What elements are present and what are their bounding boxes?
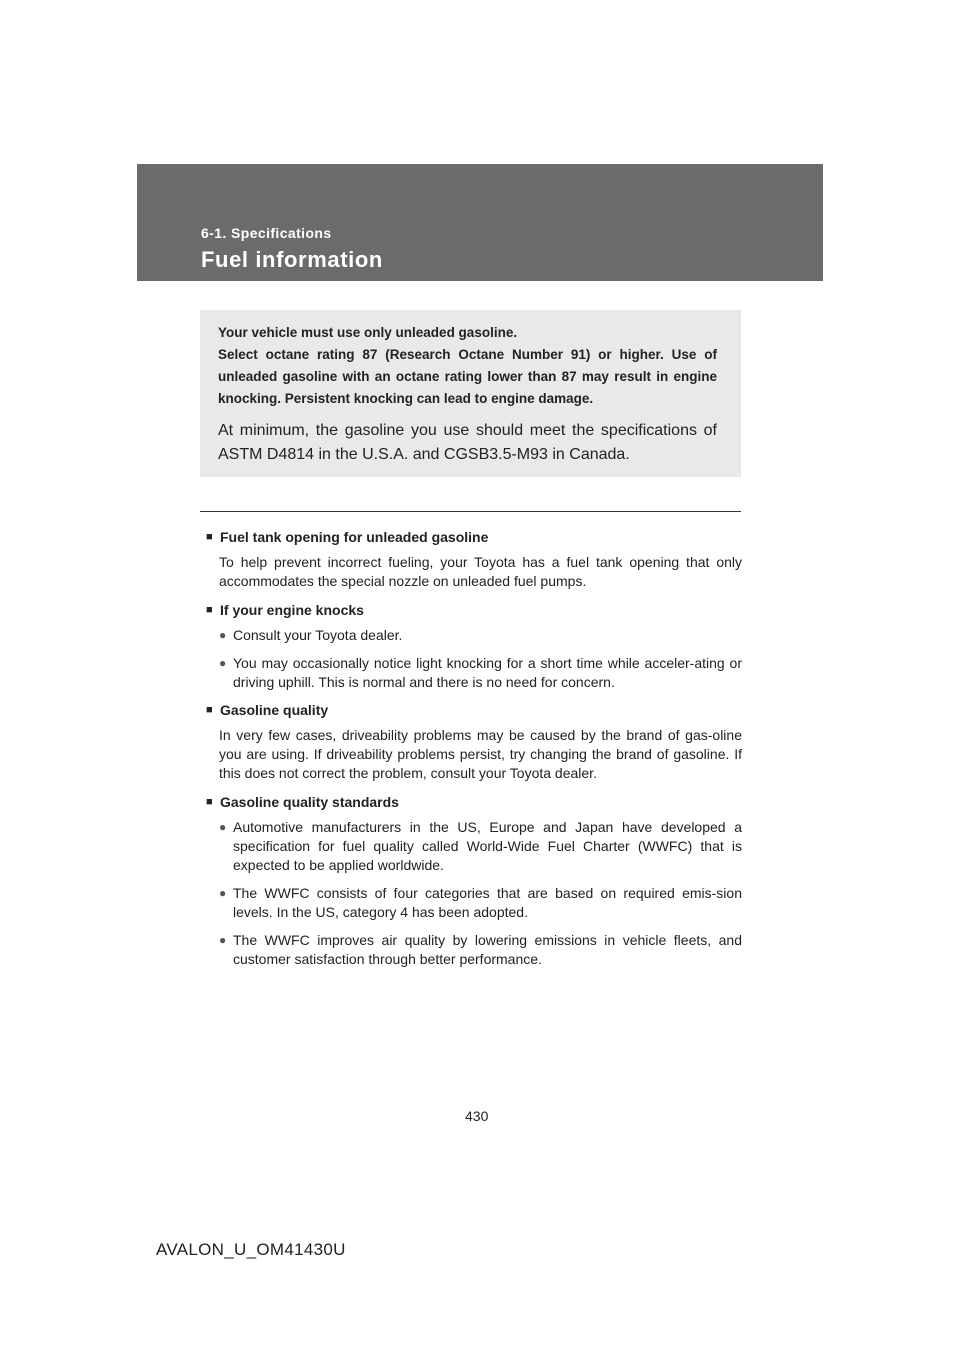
square-bullet-icon: ■: [206, 704, 213, 716]
list-item: [219, 818, 742, 875]
list-item-text: The WWFC consists of four categories that are based on required emis-sion levels. In the US, category 4 has been adopted.: [233, 885, 742, 920]
page-title: Fuel information: [201, 247, 383, 272]
list-item-text: The WWFC improves air quality by lowering emissions in vehicle fleets, and customer satisfaction through better performance.: [233, 932, 742, 967]
section-divider: [200, 511, 741, 512]
circle-bullet-icon: ●: [219, 628, 227, 642]
notice-specifications: At minimum, the gasoline you use should meet the specifications of ASTM D4814 in the U.S.A. and CGSB3.5-M93 in Canada.: [218, 422, 717, 463]
list-item-text: Automotive manufacturers in the US, Europe and Japan have developed a specification for fuel quality called World-Wide Fuel Charter (WWFC) that is expected to be applied worldwide.: [233, 819, 742, 873]
list-item-text: Consult your Toyota dealer.: [233, 627, 403, 643]
notice-unleaded-requirement: Your vehicle must use only unleaded gasoline.: [218, 325, 518, 340]
circle-bullet-icon: ●: [219, 933, 227, 947]
square-bullet-icon: ■: [206, 604, 213, 616]
circle-bullet-icon: ●: [219, 820, 227, 834]
list-item: [219, 626, 742, 645]
heading-text: Gasoline quality: [220, 702, 329, 718]
chapter-header-banner: [137, 164, 823, 281]
list-item: [219, 884, 742, 922]
list-item-text: You may occasionally notice light knocking for a short time while acceler-ating or driving uphill. This is normal and there is no need for concern.: [233, 655, 742, 690]
notice-box: [200, 310, 741, 477]
circle-bullet-icon: ●: [219, 656, 227, 670]
square-bullet-icon: ■: [206, 531, 213, 543]
list-item: [219, 654, 742, 692]
main-content: [206, 528, 742, 978]
section-heading: [206, 601, 742, 620]
section-paragraph: In very few cases, driveability problems may be caused by the brand of gas-oline you are using. If driveability problems persist, try changing the brand of gasoline. If this does not correct the problem, consult your Toyota dealer.: [219, 727, 742, 781]
page-number: 430: [465, 1108, 489, 1124]
section-heading: [206, 701, 742, 720]
section-paragraph: To help prevent incorrect fueling, your Toyota has a fuel tank opening that only accommodates the special nozzle on unleaded fuel pumps.: [219, 554, 742, 589]
list-item: [219, 931, 742, 969]
document-code: AVALON_U_OM41430U: [156, 1240, 346, 1259]
section-heading: [206, 793, 742, 812]
notice-octane-rating: Select octane rating 87 (Research Octane Number 91) or higher. Use of unleaded gasoline with an octane rating lower than 87 may result in engine knocking. Persistent knocking can lead to engine damage.: [218, 347, 717, 406]
heading-text: Fuel tank opening for unleaded gasoline: [220, 529, 489, 545]
circle-bullet-icon: ●: [219, 886, 227, 900]
section-label: 6-1. Specifications: [201, 225, 332, 241]
square-bullet-icon: ■: [206, 796, 213, 808]
heading-text: Gasoline quality standards: [220, 794, 399, 810]
section-heading: [206, 528, 742, 547]
heading-text: If your engine knocks: [220, 602, 364, 618]
